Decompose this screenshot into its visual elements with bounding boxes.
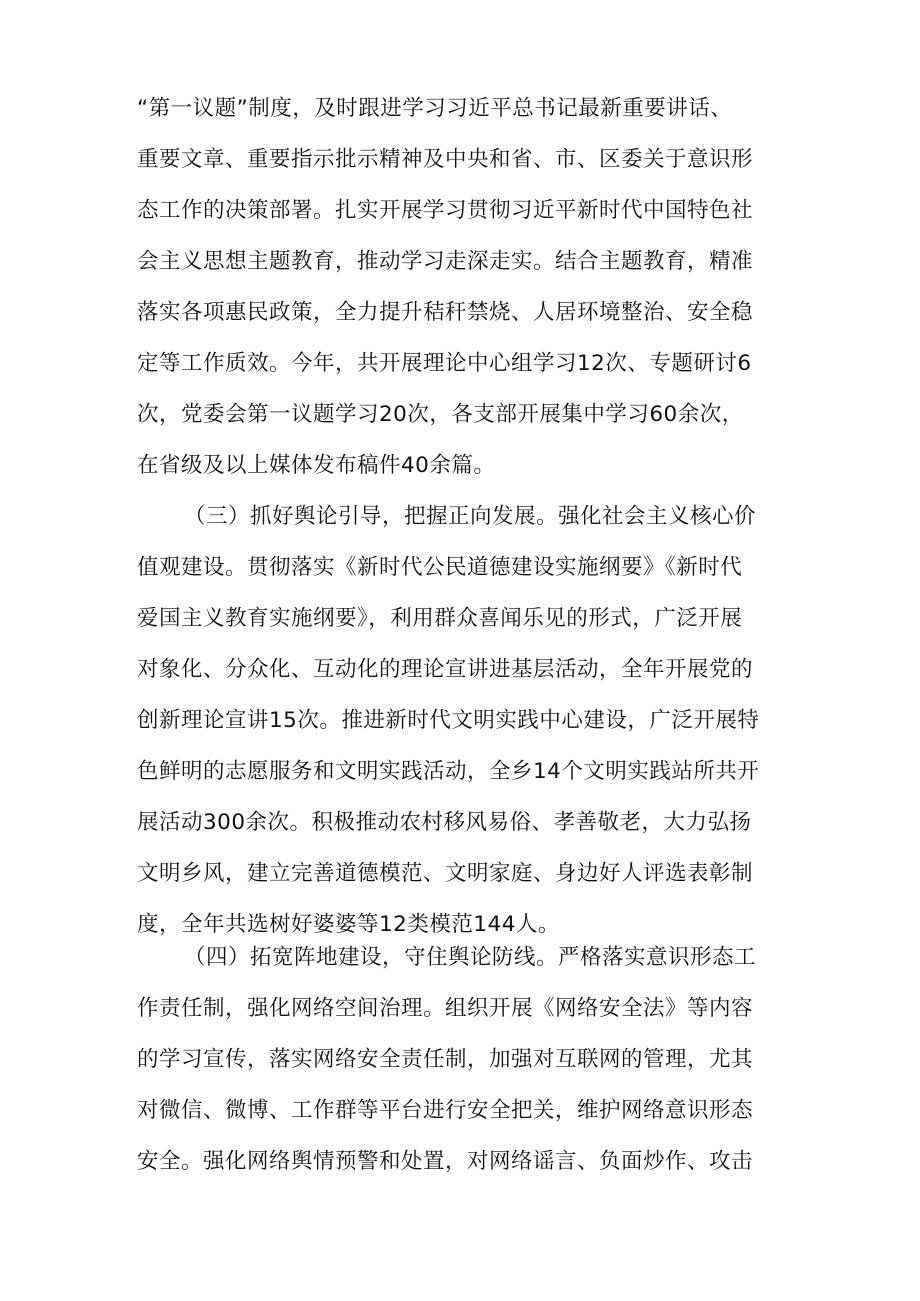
text-line: “第一议题”制度，及时跟进学习习近平总书记最新重要讲话、 <box>137 96 733 121</box>
text-line: 对微信、微博、工作群等平台进行安全把关，维护网络意识形态 <box>137 1098 754 1123</box>
paragraph-public-opinion-guidance <box>137 491 787 950</box>
text-line: 安全。强化网络舆情预警和处置，对网络谣言、负面炒作、攻击 <box>137 1149 754 1174</box>
paragraph-front-construction <box>137 932 787 1187</box>
text-line: 态工作的决策部署。扎实开展学习贯彻习近平新时代中国特色社 <box>137 198 754 223</box>
text-line: 创新理论宣讲15次。推进新时代文明实践中心建设，广泛开展特 <box>137 708 760 733</box>
text-line: 定等工作质效。今年，共开展理论中心组学习12次、专题研讨6 <box>137 351 752 376</box>
text-line: 的学习宣传，落实网络安全责任制，加强对互联网的管理，尤其 <box>137 1047 754 1072</box>
text-line: 色鲜明的志愿服务和文明实践活动，全乡14个文明实践站所共开 <box>137 759 760 784</box>
text-line: 次，党委会第一议题学习20次，各支部开展集中学习60余次， <box>137 402 744 427</box>
text-line: 在省级及以上媒体发布稿件40余篇。 <box>137 453 496 478</box>
text-line: 展活动300余次。积极推动农村移风易俗、孝善敬老，大力弘扬 <box>137 810 752 835</box>
text-line: （三）抓好舆论引导，把握正向发展。强化社会主义核心价 <box>184 504 757 529</box>
text-line: 文明乡风，建立完善道德模范、文明家庭、身边好人评选表彰制 <box>137 861 754 886</box>
text-line: 爱国主义教育实施纲要》，利用群众喜闻乐见的形式，广泛开展 <box>137 606 743 631</box>
text-line: 作责任制，强化网络空间治理。组织开展《网络安全法》等内容 <box>137 996 754 1021</box>
text-line: （四）拓宽阵地建设，守住舆论防线。严格落实意识形态工 <box>184 945 757 970</box>
text-line: 值观建设。贯彻落实《新时代公民道德建设实施纲要》《新时代 <box>137 555 743 580</box>
text-line: 度，全年共选树好婆婆等12类模范144人。 <box>137 912 560 937</box>
text-line: 落实各项惠民政策，全力提升秸秆禁烧、人居环境整治、安全稳 <box>137 300 754 325</box>
text-line: 重要文章、重要指示批示精神及中央和省、市、区委关于意识形 <box>137 147 754 172</box>
text-line: 会主义思想主题教育，推动学习走深走实。结合主题教育，精准 <box>137 249 754 274</box>
paragraph-study-system <box>137 83 787 491</box>
text-line: 对象化、分众化、互动化的理论宣讲进基层活动，全年开展党的 <box>137 657 754 682</box>
